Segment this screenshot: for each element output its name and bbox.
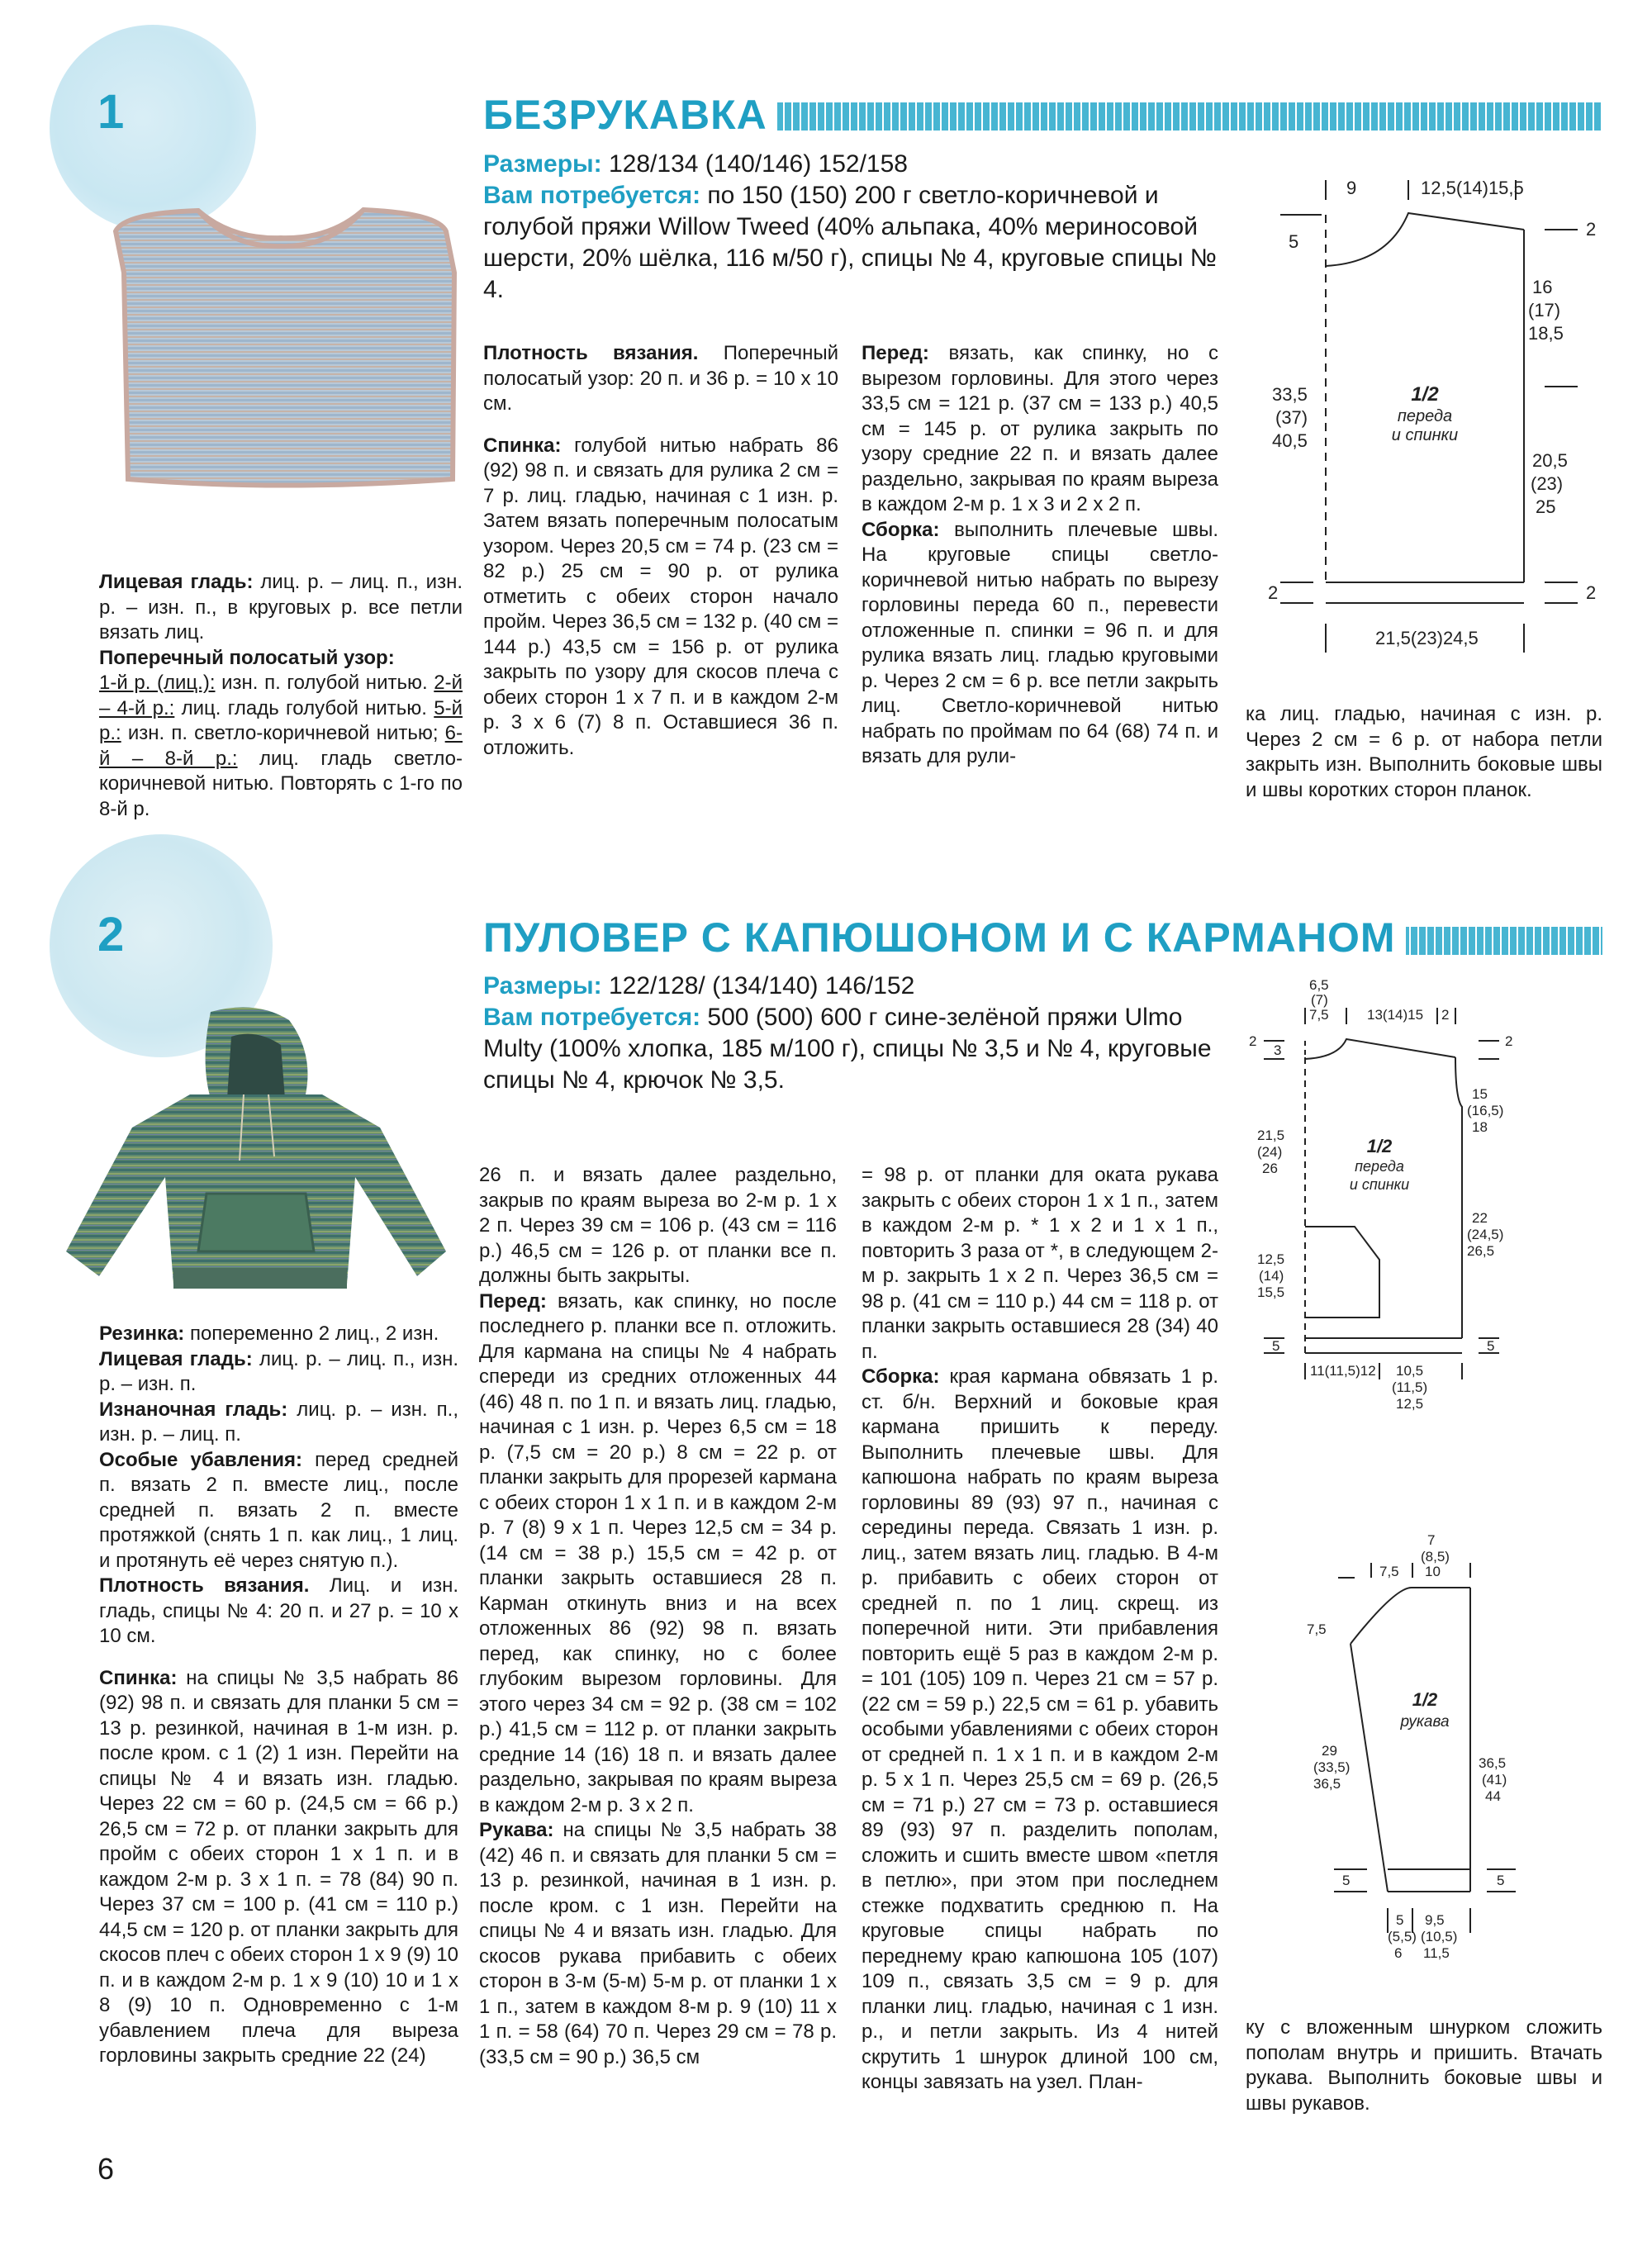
svg-text:7: 7 xyxy=(1427,1532,1436,1548)
svg-text:2: 2 xyxy=(1505,1033,1513,1049)
section2-intro xyxy=(483,971,1227,1096)
svg-text:2: 2 xyxy=(1441,1007,1450,1023)
svg-text:10,5: 10,5 xyxy=(1396,1363,1424,1379)
section2-col1: Резинка: попеременно 2 лиц., 2 изн. Лицевая гладь: лиц. р. – лиц. п., изн. р. – изн. п. Изнаночная гладь: лиц. р. – изн. п., изн. р. – лиц. п. Особые убавления: перед средней п. вязать 2 п. вместе лиц., после средней п. вязать 2 п. вместе протяжкой (снять 1 п. как лиц., 1 лиц. и протянуть её через снятую п.). Плотность вязания. Лиц. и изн. гладь, спицы № 4: 20 п. и 27 р. = 10 х 10 см. Спинка: на спицы № 3,5 набрать 86 (92) 98 п. и связать для планки 5 см = 13 р. резинкой, начиная в 1-м изн. р. после кром. с 1 (2) 1 изн. Перейти на спицы № 4 и вязать изн. гладью. Через 22 см = 60 р. (24,5 см = 66 р.) 26,5 см = 72 р. от планки закрыть для пройм с обеих сторон 1 х 1 п. и в каждом 2-м р. 3 х 1 п. = 78 (84) 90 п. Через 37 см = 100 р. (41 см = 110 р.) 44,5 см = 120 р. от планки закрыть для скосов плеч с обеих сторон 1 х 9 (9) 10 п. и в каждом 2-м р. 1 х 9 (10) 10 и 1 х 8 (9) 10 п. Одновременно с 1-м убавлением плеча для выреза горловины закрыть средние 22 (24) xyxy=(99,1322,459,2067)
section1-col1: Лицевая гладь: лиц. р. – лиц. п., изн. р. – изн. п., в круговых р. все петли вязать лиц. Поперечный полосатый узор: 1-й р. (лиц.): изн. п. голубой нитью. 2-й – 4-й р.: лиц. гладь голубой нитью. 5-й р.: изн. п. светло-коричневой нитью; 6-й – 8-й р.: лиц. гладь светло-коричневой нитью. Повторять с 1-го по 8-й р. xyxy=(99,571,463,820)
svg-text:22: 22 xyxy=(1472,1210,1488,1226)
svg-text:21,5(23)24,5: 21,5(23)24,5 xyxy=(1375,628,1479,648)
section1-title: БЕЗРУКАВКА xyxy=(483,91,777,139)
svg-text:переда: переда xyxy=(1397,407,1453,425)
materials-label: Вам потребуется: xyxy=(483,1004,701,1031)
svg-text:2: 2 xyxy=(1268,582,1279,603)
svg-text:и спинки: и спинки xyxy=(1349,1176,1410,1193)
svg-text:16: 16 xyxy=(1532,277,1553,297)
svg-text:40,5: 40,5 xyxy=(1272,430,1308,451)
svg-text:44: 44 xyxy=(1485,1788,1501,1804)
svg-text:9,5: 9,5 xyxy=(1425,1912,1445,1928)
svg-text:рукава: рукава xyxy=(1400,1713,1450,1731)
svg-text:3: 3 xyxy=(1274,1042,1282,1058)
materials-value: по 150 (150) 200 г светло-коричневой и голубой пряжи Willow Tweed (40% альпака, 40% мериносовой шерсти, 20% шёлка, 116 м/50 г), спицы № 4, круговые спицы № 4. xyxy=(483,182,1217,303)
svg-text:12,5: 12,5 xyxy=(1257,1251,1285,1267)
svg-text:(41): (41) xyxy=(1482,1772,1507,1788)
svg-text:2: 2 xyxy=(1586,582,1597,603)
section2-col4: ку с вложенным шнурком сложить пополам внутрь и пришить. Втачать рукава. Выполнить боковые швы и швы рукавов. xyxy=(1246,2016,1602,2115)
svg-text:11,5: 11,5 xyxy=(1423,1945,1450,1961)
svg-text:(17): (17) xyxy=(1528,300,1561,320)
svg-text:(37): (37) xyxy=(1275,407,1308,428)
svg-text:(5,5): (5,5) xyxy=(1388,1929,1417,1944)
svg-text:5: 5 xyxy=(1342,1873,1351,1888)
section1-col3: Перед: вязать, как спинку, но с вырезом горловины. Для этого через 33,5 см = 121 р. (37 см = 133 р.) 40,5 см = 145 р. от рулика закрыть по узору средние 22 п. и вязать далее раздельно, закрывая по краям выреза в каждом 2-м р. 1 х 3 и 2 х 2 п. Сборка: выполнить плечевые швы. На круговые спицы светло-коричневой нитью набрать по вырезу горловины переда 60 п., перевести отложенные п. спинки = 96 п. и для рулика вязать лиц. гладью круговыми р. Через 2 см = 6 р. все петли закрыть лиц. Светло-коричневой нитью набрать по проймам по 64 (68) 74 п. и вязать для рули- xyxy=(862,342,1218,767)
svg-text:11(11,5)12: 11(11,5)12 xyxy=(1310,1363,1376,1379)
svg-text:5: 5 xyxy=(1289,231,1299,252)
section2-col2: 26 п. и вязать далее раздельно, закрыв по краям выреза во 2-м р. 1 х 2 п. Через 39 см = 106 р. (43 см = 116 р.) 46,5 см = 126 р. от планки все п. должны быть закрыты. Перед: вязать, как спинку, но после последнего р. планки все п. отложить. Для кармана на спицы № 4 набрать спереди из средних отложенных 44 (46) 48 п. по 1 п. и вязать лиц. гладью, начиная с 1 изн. р. Через 6,5 см = 18 р. (7,5 см = 20 р.) 8 см = 22 р. от планки закрыть для прорезей кармана с обеих сторон 1 х 1 п. и в каждом 2-м р. 7 (8) 9 х 1 п. Через 12,5 см = 34 р. (14 см = 38 р.) 15,5 см = 42 р. от планки закрыть оставшиеся 28 п. Карман откинуть вниз и на всех отложенных 86 (92) 98 п. вязать перед, как спинку, но с более глубоким вырезом горловины. Для этого через 34 см = 92 р. (38 см = 102 р.) 41,5 см = 112 р. от планки закрыть средние 14 (16) 18 п. и вязать далее раздельно, закрывая по краям выреза в каждом 2-м р. 3 х 2 п. Рукава: на спицы № 3,5 набрать 38 (42) 46 п. и связать для планки 5 см = 13 р. резинкой, начиная в 1 изн. р. после кром. с 1 изн. Перейти на спицы № 4 и вязать изн. гладью. Для скосов рукава прибавить с обеих сторон в 3-м (5-м) 5-м р. от планки 1 х 1 п., затем в каждом 8-м р. 9 (10) 11 х 1 п. = 58 (64) 70 п. Через 29 см = 78 р. (33,5 см = 90 р.) 36,5 см xyxy=(479,1164,837,2068)
svg-text:(14): (14) xyxy=(1259,1268,1284,1284)
svg-text:(11,5): (11,5) xyxy=(1392,1379,1428,1395)
sizes-label: Размеры: xyxy=(483,972,602,999)
section1-col4: ка лиц. гладью, начиная с изн. р. Через 2 см = 6 р. от набора петли закрыть изн. Выполнить боковые швы и швы коротких сторон планок. xyxy=(1246,703,1602,801)
svg-text:18: 18 xyxy=(1472,1119,1488,1135)
hoodie-body-diagram xyxy=(1239,975,1602,1421)
svg-text:12,5(14)15,5: 12,5(14)15,5 xyxy=(1421,178,1524,198)
svg-text:1/2: 1/2 xyxy=(1366,1136,1393,1156)
svg-text:6: 6 xyxy=(1394,1945,1403,1961)
svg-text:10: 10 xyxy=(1425,1564,1441,1579)
svg-text:5: 5 xyxy=(1487,1338,1495,1354)
svg-text:25: 25 xyxy=(1536,496,1556,517)
svg-text:(23): (23) xyxy=(1531,473,1564,494)
hoodie-photo xyxy=(50,1004,463,1318)
svg-text:29: 29 xyxy=(1322,1743,1337,1759)
svg-text:(7): (7) xyxy=(1311,992,1328,1008)
svg-text:18,5: 18,5 xyxy=(1528,323,1564,344)
svg-text:7,5: 7,5 xyxy=(1307,1621,1327,1637)
section2-number: 2 xyxy=(97,908,125,961)
svg-text:33,5: 33,5 xyxy=(1272,384,1308,405)
svg-text:26: 26 xyxy=(1262,1161,1278,1176)
vest-pattern-diagram xyxy=(1247,165,1611,677)
svg-text:переда: переда xyxy=(1355,1158,1404,1175)
vest-photo xyxy=(99,198,463,512)
svg-text:21,5: 21,5 xyxy=(1257,1128,1285,1143)
section1-title-stripes xyxy=(768,102,1602,131)
svg-text:(33,5): (33,5) xyxy=(1313,1759,1351,1775)
svg-text:5: 5 xyxy=(1272,1338,1280,1354)
svg-text:1/2: 1/2 xyxy=(1411,383,1439,406)
section2-title: ПУЛОВЕР С КАПЮШОНОМ И С КАРМАНОМ xyxy=(483,914,1406,961)
svg-text:2: 2 xyxy=(1249,1033,1257,1049)
svg-text:7,5: 7,5 xyxy=(1379,1564,1399,1579)
materials-label: Вам потребуется: xyxy=(483,182,701,209)
sizes-label: Размеры: xyxy=(483,150,602,178)
section2-col3: = 98 р. от планки для оката рукава закрыть с обеих сторон 1 х 1 п., затем в каждом 2-м р. * 1 х 2 и 1 х 1 п., повторить 3 раза от *, в следующем 2-м р. закрыть 1 х 2 п. Через 36,5 см = 98 р. (41 см = 110 р.) 44 см = 118 р. от планки закрыть оставшиеся 28 (34) 40 п. Сборка: края кармана обвязать 1 р. ст. б/н. Верхний и боковые края кармана пришить к переду. Выполнить плечевые швы. Для капюшона набрать по краям выреза горловины 89 (93) 97 п., начиная с середины переда. Связать 1 изн. р. лиц., затем вязать лиц. гладью. В 4-м р. прибавить с обеих сторон от средней п. по 1 лиц. скрещ. из поперечной нити. Эти прибавления повторить ещё 5 раз в каждом 2-м р. = 101 (105) 109 п. Через 21 см = 57 р. (22 см = 59 р.) 22,5 см = 61 р. убавить особыми убавлениями с обеих сторон от средней п. 1 х 1 п. и в каждом 2-м р. 5 х 1 п. Через 25,5 см = 69 р. (26,5 см = 71 р.) 27 см = 73 р. оставшиеся 89 (93) 97 п. разделить пополам, сложить и сшить вместе швом «петля в петлю», при этом при последнем стежке подхватить среднюю п. На круговые спицы набрать по переднему краю капюшона 105 (107) 109 п., связать 3,5 см = 9 р. для планки лиц. гладью, начиная с 1 изн. р., и петли закрыть. Из 4 нитей скрутить 1 шнурок длиной 100 см, концы завязать на узел. План- xyxy=(862,1164,1218,2093)
svg-text:12,5: 12,5 xyxy=(1396,1396,1424,1412)
svg-text:5: 5 xyxy=(1497,1873,1505,1888)
svg-text:6,5: 6,5 xyxy=(1309,977,1329,993)
svg-text:36,5: 36,5 xyxy=(1479,1755,1507,1771)
svg-text:7,5: 7,5 xyxy=(1309,1007,1329,1023)
svg-text:и спинки: и спинки xyxy=(1391,426,1459,444)
hoodie-sleeve-diagram xyxy=(1289,1528,1602,1991)
svg-text:(16,5): (16,5) xyxy=(1467,1103,1504,1118)
svg-text:(10,5): (10,5) xyxy=(1421,1929,1458,1944)
svg-text:15: 15 xyxy=(1472,1086,1488,1102)
svg-text:20,5: 20,5 xyxy=(1532,450,1568,471)
svg-text:(24): (24) xyxy=(1257,1144,1283,1160)
svg-text:2: 2 xyxy=(1586,219,1597,240)
section2-title-stripes xyxy=(1378,927,1602,955)
section1-number: 1 xyxy=(97,85,125,139)
svg-text:(8,5): (8,5) xyxy=(1421,1549,1450,1564)
svg-text:(24,5): (24,5) xyxy=(1467,1227,1504,1242)
svg-text:36,5: 36,5 xyxy=(1313,1776,1341,1792)
svg-text:15,5: 15,5 xyxy=(1257,1284,1285,1300)
section1-col2: Плотность вязания. Поперечный полосатый узор: 20 п. и 36 р. = 10 х 10 см. Спинка: голубой нитью набрать 86 (92) 98 п. и связать для рулика 2 см = 7 р. лиц. гладью, начиная с 1 изн. р. Затем вязать поперечным полосатым узором. Через 20,5 см = 74 р. (23 см = 82 р.) 25 см = 90 р. от рулика отметить с обеих сторон начало пройм. Через 36,5 см = 132 р. (40 см = 144 р.) 43,5 см = 156 р. от рулика закрыть по узору для скосов плеча с обеих сторон 1 х 7 п. и в каждом 2-м р. 3 х 6 (7) 8 п. Оставшиеся 36 п. отложить. xyxy=(483,342,839,759)
page-number: 6 xyxy=(97,2152,115,2186)
svg-text:5: 5 xyxy=(1396,1912,1404,1928)
section1-intro xyxy=(483,149,1227,306)
sizes-value: 122/128/ (134/140) 146/152 xyxy=(601,972,915,999)
svg-text:1/2: 1/2 xyxy=(1412,1689,1438,1710)
svg-text:9: 9 xyxy=(1346,178,1357,198)
sizes-value: 128/134 (140/146) 152/158 xyxy=(601,150,908,178)
materials-value: 500 (500) 600 г сине-зелёной пряжи Ulmo Multy (100% хлопка, 185 м/100 г), спицы № 3,5 и № 4, круговые спицы № 4, крючок № 3,5. xyxy=(483,1004,1212,1094)
svg-text:26,5: 26,5 xyxy=(1467,1243,1495,1259)
svg-text:13(14)15: 13(14)15 xyxy=(1367,1007,1424,1023)
